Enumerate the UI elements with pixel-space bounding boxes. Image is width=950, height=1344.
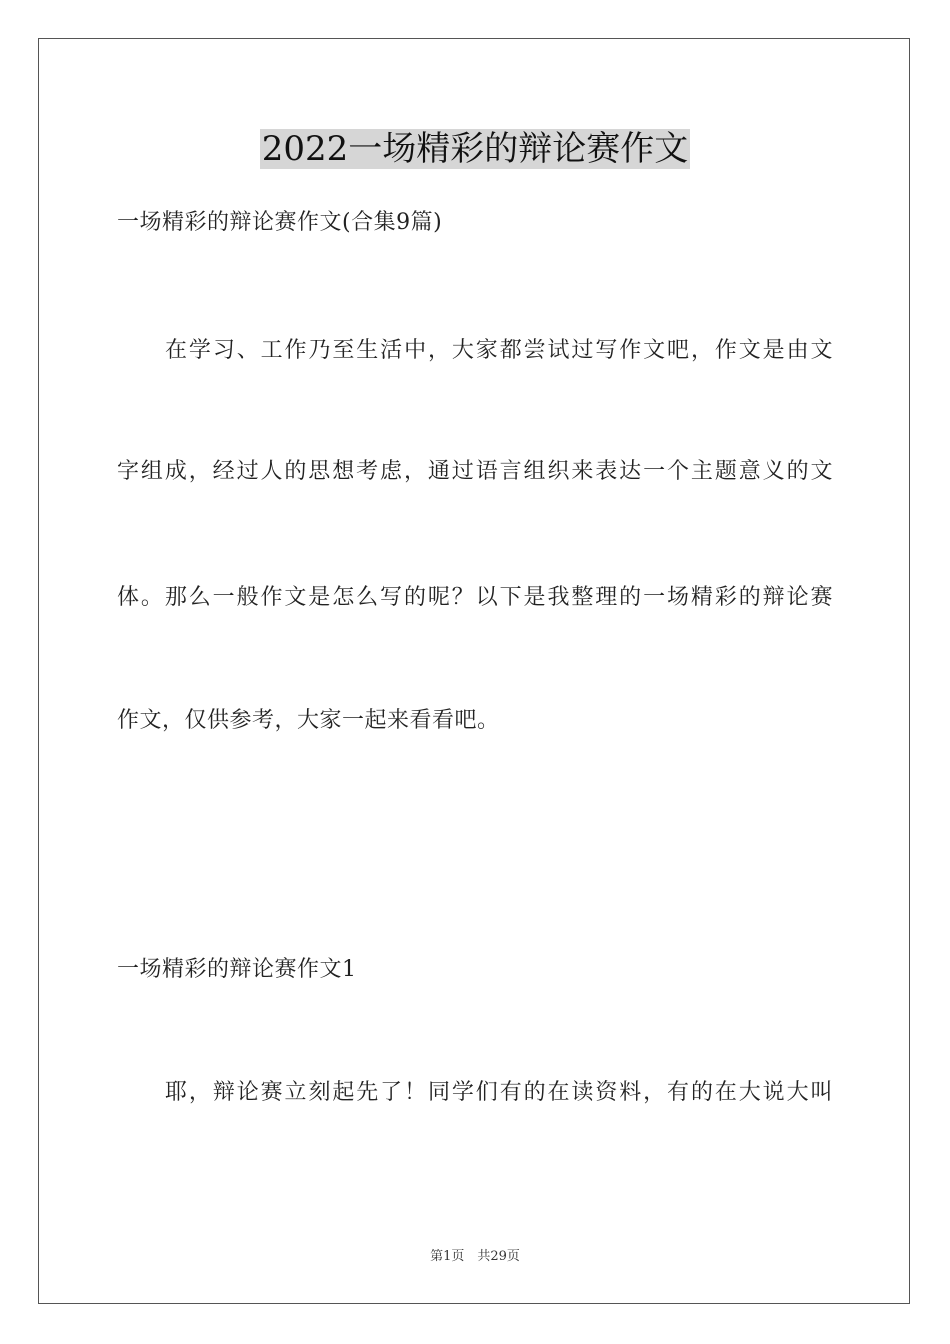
- document-subtitle: 一场精彩的辩论赛作文(合集9篇): [117, 210, 443, 235]
- page-footer: 第1页 共29页: [430, 1249, 520, 1264]
- section-heading: 一场精彩的辩论赛作文1: [117, 957, 357, 982]
- intro-line-3: 体。那么一般作文是怎么写的呢？以下是我整理的一场精彩的辩论赛: [117, 585, 833, 610]
- document-title: [0, 126, 950, 172]
- document-title-text: 2022一场精彩的辩论赛作文: [261, 129, 689, 169]
- intro-line-4: 作文，仅供参考，大家一起来看看吧。: [117, 708, 500, 733]
- section-paragraph-line-1: 耶，辩论赛立刻起先了！同学们有的在读资料，有的在大说大叫: [165, 1080, 833, 1105]
- intro-line-2: 字组成，经过人的思想考虑，通过语言组织来表达一个主题意义的文: [117, 459, 833, 484]
- intro-line-1: 在学习、工作乃至生活中，大家都尝试过写作文吧，作文是由文: [165, 338, 833, 363]
